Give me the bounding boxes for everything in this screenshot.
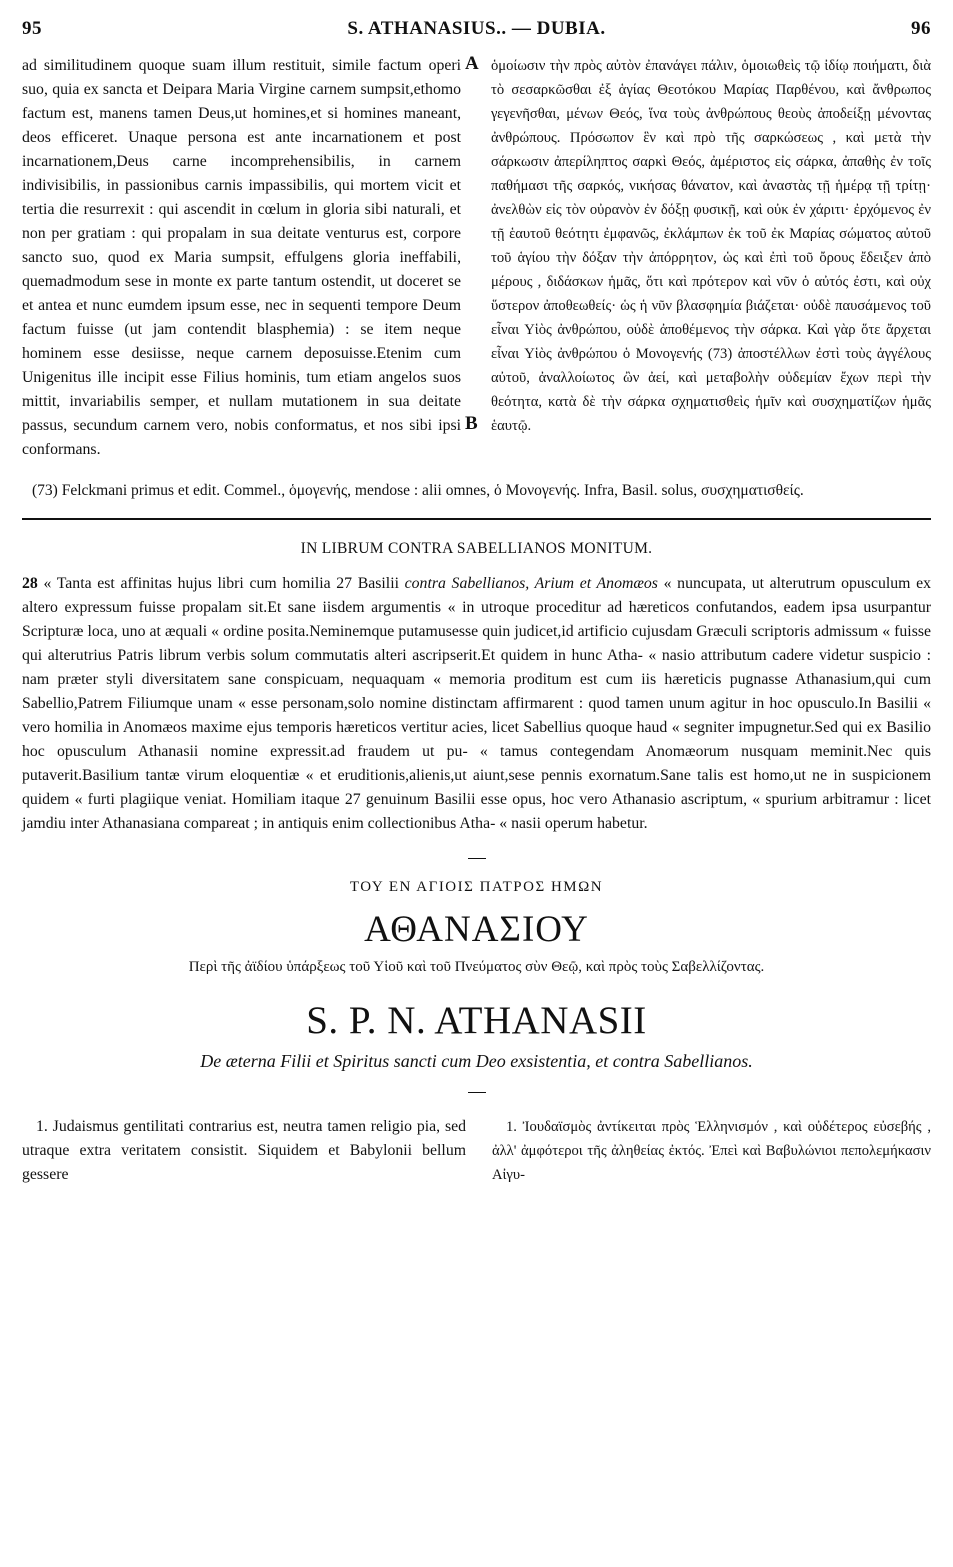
monitum-number: 28 xyxy=(22,575,38,592)
monitum-text-b: « nuncupata, ut alterutrum opusculum ex altero expressum fuisse propalam sit.Et sane iisdem argumentis « in utroque proceditur ad hæreticos confutandos, eadem ipsa usurpantur Scripturæ loca, uno at æquali « ordine posita.Neminemque putamusesse quin judicet,id artificio cujusdam Græculi scriptoris admissum « fuisse qui alterutrius Patris librum verbis solum commutatis alteri ascripserit.Et quidem in hunc Atha- « nasio attributum cadere videtur suspicio : nam præter styli diversitatem sane conspicuam, nequaquam « memoria proditum est cum iis hæreticis pugnasse Athanasium,qui cum Sabellio,Patrem Filiumque unam « esse personam,solo nomine distinctam affirmarent : quod tamen unum agitur in hoc opusculo.In Basilii « vero homilia in Anomæos maxime ejus temporis hæreticos vertitur acies, licet Sabellius quoque haud « segniter impugnetur.Sed qui ex Basilio hoc opusculum Athanasii nomine expressit.ad fraudem ut pu- « tamus contegendam Anomæorum nusquam meminit.Nec quis putaverit.Basilium tantæ virum eloquentiæ « et eruditionis,alienis,ut aiunt,sese pennis exornatum.Sane talis est homo,ut ne in suspicionem quidem « furti plagiique veniat. Homiliam itaque 27 genuinum Basilii esse opus, hoc vero Athanasio ascriptum, « spurium arbitramur : licet jamdiu inter Athanasiana compareat ; in antiquis enim collectionibus Atha- « nasii operum habetur. xyxy=(22,575,932,832)
monitum xyxy=(22,572,931,836)
running-head xyxy=(22,18,931,42)
monitum-title: IN LIBRUM CONTRA SABELLIANOS MONITUM. xyxy=(300,540,653,557)
margin-gutter xyxy=(461,54,491,462)
margin-letter-b: B xyxy=(465,413,478,434)
monitum-text-a: « Tanta est affinitas hujus libri cum homilia 27 Basilii xyxy=(43,575,405,592)
margin-letter-a: A xyxy=(465,53,479,74)
greek-text: ὁμοίωσιν τὴν πρὸς αὐτὸν ἐπανάγει πάλιν, ὁμοιωθεὶς τῷ ἰδίῳ ποιήματι, διὰ τὸ σεσαρκῶσθαι ἐξ ἁγίας Θεοτόκου Μαρίας Παρθένου, καὶ ἄνθρωπος γεγενῆσθαι, μένων Θεός, ἵνα τοὺς ἀνθρώπους θεοὺς ἀποδείξῃ μένοντας ἀνθρώπους. Πρόσωπον ἓν καὶ πρὸ τῆς σαρκώσεως , καὶ μετὰ τὴν σάρκωσιν ἀπερίληπτος σαρκὶ Θεός, ἀμέριστος εἰς σάρκα, ἀπαθὴς ἐν τοῖς παθήμασι τῆς σαρκός, νικήσας θάνατον, καὶ ἀναστὰς τῇ ἡμέρᾳ τῇ τρίτῃ· ἀνελθὼν εἰς τὸν οὐρανὸν ἐν δόξῃ φυσικῇ, καὶ οὐκ ἐν χάριτι· ἐρχόμενος ἐν τῇ ἑαυτοῦ θεότητι ἐμφανῶς, ἐκλάμπων ἐκ τοῦ ἐκ Μαρίας σώματος αὐτοῦ τοῦ ἁγίου τὴν δόξαν τὴν ἀπόρρητον, ὡς καὶ ἐπὶ τοῦ ὄρους ἔδειξεν ἀπὸ μέρους , διδάσκων ἡμᾶς, ὅτι καὶ πρότερον καὶ νῦν ὁ αὐτός ἐστι, καὶ οὐχ ὕστερον ἀποθεωθείς· ὡς ἡ νῦν βλασφημία βιάζεται· οὐδὲ παυσάμενος τοῦ εἶναι Υἱὸς ἀνθρώπου, οὐδὲ ἀποθέμενος τὴν σάρκα. Καὶ γὰρ ὅτε ἄρχεται εἶναι Υἱὸς ἀνθρώπου ὁ Μονογενής (73) ἀποστέλλων ἐστὶ τοὺς ἀγγέλους αὐτοῦ, ἀναλλοίωτος ὢν ἀεί, καὶ μεταβολὴν οὐδεμίαν ἔχων περὶ τὴν θεότητα, κατὰ δὲ τὴν σάρκα σχηματισθεὶς ἡμῖν καὶ συσχηματίζων ἡμᾶς ἑαυτῷ. xyxy=(490,58,931,434)
latin-column xyxy=(22,54,461,462)
section1-latin-text: 1. Judaismus gentilitati contrarius est, neutra tamen religio pia, sed utraque extra veritatem consistit. Siquidem et Babylonii bellum gessere xyxy=(22,1118,467,1183)
section1-greek-text: 1. Ἰουδαϊσμὸς ἀντίκειται πρὸς Ἑλληνισμόν , καὶ οὐδέτερος εὐσεβής , ἀλλ' ἀμφότεροι τῆς ἀληθείας ἐκτός. Ἐπεὶ καὶ Βαβυλώνιοι πεπολεμήκασιν Αἰγυ- xyxy=(491,1119,931,1183)
latin-author-name: S. P. N. ATHANASII xyxy=(306,999,647,1042)
section1-latin xyxy=(22,1115,466,1187)
section-rule xyxy=(22,518,931,520)
dash-divider xyxy=(468,858,486,859)
greek-author-name: ΑΘΑΝΑΣΙΟΥ xyxy=(364,909,589,950)
section1-greek xyxy=(492,1115,931,1187)
latin-subtitle: De æterna Filii et Spiritus sancti cum Deo exsistentia, et contra Sabellianos. xyxy=(200,1051,753,1071)
greek-subtitle: Περὶ τῆς ἀϊδίου ὑπάρξεως τοῦ Υἱοῦ καὶ τοῦ Πνεύματος σὺν Θεῷ, καὶ πρὸς τοὺς Σαβελλίζοντας. xyxy=(188,959,765,975)
footnote: (73) Felckmani primus et edit. Commel., ὁμογενής, mendose : alii omnes, ὁ Μονογενής. Infra, Basil. solus, συσχηματισθείς. xyxy=(32,482,804,499)
latin-text: ad similitudinem quoque suam illum restituit, simile factum operi suo, quia ex sancta et Deipara Maria Virgine carnem sumpsit,ethomo factum est, manens tamen Deus,ut homines,et si homines maneant, deos efficeret. Unaque persona est ante incarnationem et post incarnationem,Deus carne incomprehensibilis, in carnem indivisibilis, in passionibus carnis impassibilis, qui mortem vicit et tertia die resurrexit : qui ascendit in cœlum in gloria sibi naturali, et non per gratiam : qui propalam in sua deitate venturus est, corpore sancto suo, quod ex Maria sumpsit, effulgens gloria ineffabili, quemadmodum sese in monte ex parte tantum ostendit, ut doceret se et antea et nunc eumdem ipsum esse, nec in sequenti tempore Deum factum fuisse (ut jam contendit blasphemia) : se item neque hominem esse desiisse, neque carnem deposuisse.Etenim cum Unigenitus ille incipit esse Filius hominis, tum etiam angelos suos mittit, invariabilis semper, et nullam mutationem in sua deitate passus, secundum carnem vero, nobis conformatus, et nos sibi ipsi conformans. xyxy=(22,57,462,458)
running-title: S. ATHANASIUS.. — DUBIA. xyxy=(347,18,606,39)
greek-column xyxy=(491,54,931,462)
section1-columns xyxy=(22,1115,931,1187)
monitum-text-italic: contra Sabellianos, Arium et Anomæos xyxy=(404,575,658,592)
page-number-left: 95 xyxy=(22,18,42,39)
page-number-right: 96 xyxy=(911,18,931,39)
dash-divider-2 xyxy=(468,1092,486,1093)
top-columns xyxy=(22,54,931,462)
monitum-paragraph xyxy=(22,572,931,836)
greek-heading: ΤΟΥ ΕΝ ΑΓΙΟΙΣ ΠΑΤΡΟΣ ΗΜΩΝ xyxy=(349,879,604,895)
